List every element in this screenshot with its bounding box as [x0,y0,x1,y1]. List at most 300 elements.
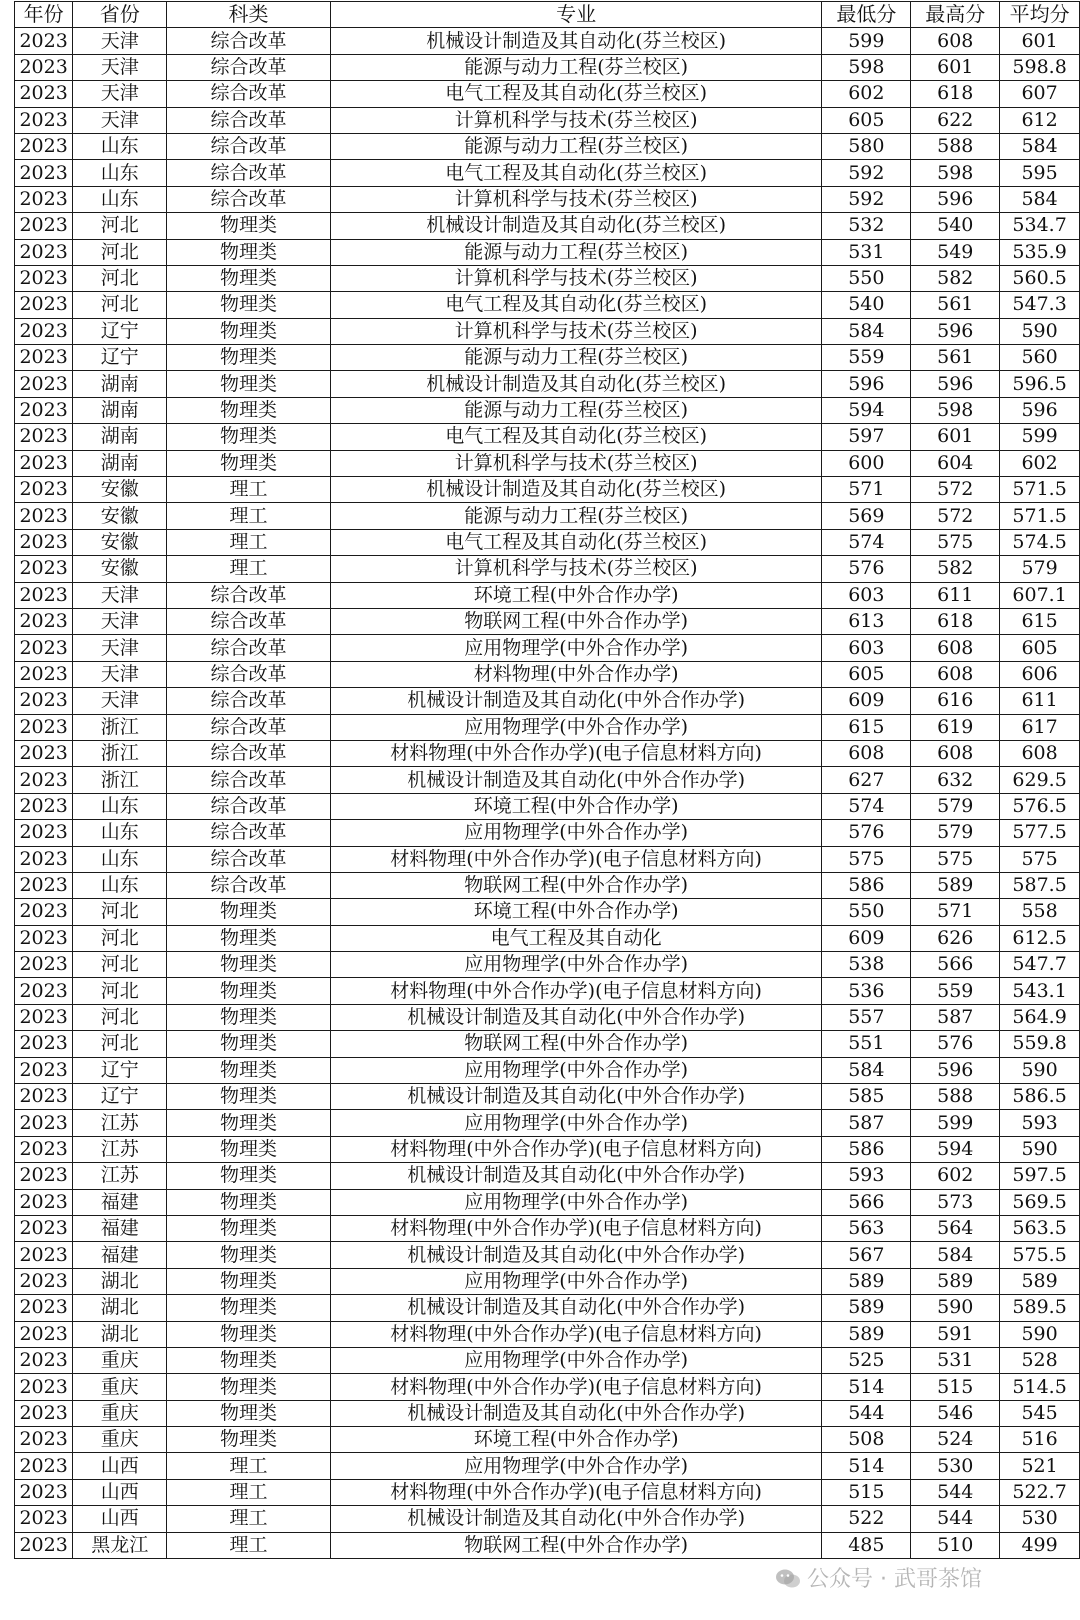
table-row [15,450,1080,476]
cell-max-score: 589 [911,872,1000,898]
cell-province: 浙江 [73,767,167,793]
cell-major: 环境工程(中外合作办学) [330,582,822,608]
cell-major: 材料物理(中外合作办学)(电子信息材料方向) [330,740,822,766]
cell-major: 机械设计制造及其自动化(中外合作办学) [330,1004,822,1030]
cell-year: 2023 [15,1295,73,1321]
cell-category: 物理类 [167,1163,331,1189]
cell-province: 重庆 [73,1427,167,1453]
header-max-score: 最高分 [911,2,1000,28]
table-row [15,371,1080,397]
cell-max-score: 573 [911,1189,1000,1215]
cell-min-score: 592 [822,186,911,212]
cell-max-score: 596 [911,186,1000,212]
cell-major: 应用物理学(中外合作办学) [330,1453,822,1479]
cell-category: 物理类 [167,1084,331,1110]
table-row [15,1004,1080,1030]
cell-major: 机械设计制造及其自动化(中外合作办学) [330,1242,822,1268]
cell-province: 山西 [73,1479,167,1505]
cell-max-score: 598 [911,397,1000,423]
table-row [15,1295,1080,1321]
cell-province: 安徽 [73,556,167,582]
cell-max-score: 588 [911,133,1000,159]
table-row [15,292,1080,318]
cell-year: 2023 [15,1136,73,1162]
cell-max-score: 598 [911,160,1000,186]
cell-major: 环境工程(中外合作办学) [330,1427,822,1453]
cell-year: 2023 [15,952,73,978]
cell-province: 河北 [73,952,167,978]
cell-avg-score: 612 [1000,107,1080,133]
cell-max-score: 616 [911,688,1000,714]
cell-province: 山西 [73,1506,167,1532]
cell-max-score: 632 [911,767,1000,793]
cell-min-score: 589 [822,1295,911,1321]
cell-major: 机械设计制造及其自动化(中外合作办学) [330,1163,822,1189]
cell-category: 理工 [167,477,331,503]
cell-avg-score: 558 [1000,899,1080,925]
cell-min-score: 603 [822,635,911,661]
cell-major: 电气工程及其自动化(芬兰校区) [330,529,822,555]
cell-max-score: 626 [911,925,1000,951]
cell-category: 综合改革 [167,54,331,80]
cell-max-score: 596 [911,1057,1000,1083]
table-row [15,1163,1080,1189]
cell-category: 物理类 [167,952,331,978]
cell-category: 物理类 [167,1374,331,1400]
cell-min-score: 566 [822,1189,911,1215]
cell-province: 湖南 [73,397,167,423]
cell-major: 机械设计制造及其自动化(中外合作办学) [330,1084,822,1110]
cell-min-score: 576 [822,556,911,582]
cell-province: 天津 [73,635,167,661]
cell-major: 应用物理学(中外合作办学) [330,1110,822,1136]
cell-year: 2023 [15,292,73,318]
wechat-icon [775,1568,801,1590]
cell-max-score: 601 [911,54,1000,80]
table-row [15,1321,1080,1347]
cell-province: 重庆 [73,1347,167,1373]
cell-year: 2023 [15,1189,73,1215]
cell-category: 综合改革 [167,661,331,687]
cell-min-score: 567 [822,1242,911,1268]
cell-year: 2023 [15,424,73,450]
cell-category: 综合改革 [167,740,331,766]
table-row [15,1479,1080,1505]
cell-major: 材料物理(中外合作办学)(电子信息材料方向) [330,1479,822,1505]
table-row [15,1453,1080,1479]
cell-avg-score: 575 [1000,846,1080,872]
cell-max-score: 524 [911,1427,1000,1453]
cell-max-score: 596 [911,318,1000,344]
cell-avg-score: 559.8 [1000,1031,1080,1057]
cell-min-score: 598 [822,54,911,80]
cell-avg-score: 574.5 [1000,529,1080,555]
cell-min-score: 550 [822,265,911,291]
cell-category: 理工 [167,503,331,529]
cell-major: 能源与动力工程(芬兰校区) [330,345,822,371]
cell-category: 物理类 [167,318,331,344]
cell-max-score: 584 [911,1242,1000,1268]
cell-max-score: 575 [911,529,1000,555]
cell-min-score: 538 [822,952,911,978]
table-row [15,1268,1080,1294]
table-row [15,1532,1080,1558]
cell-avg-score: 590 [1000,318,1080,344]
table-row [15,529,1080,555]
cell-province: 安徽 [73,503,167,529]
cell-major: 物联网工程(中外合作办学) [330,872,822,898]
cell-max-score: 582 [911,556,1000,582]
cell-category: 物理类 [167,265,331,291]
cell-year: 2023 [15,54,73,80]
cell-major: 机械设计制造及其自动化(芬兰校区) [330,371,822,397]
cell-min-score: 599 [822,28,911,54]
cell-category: 物理类 [167,1427,331,1453]
table-row [15,160,1080,186]
table-row [15,952,1080,978]
cell-major: 能源与动力工程(芬兰校区) [330,503,822,529]
cell-avg-score: 543.1 [1000,978,1080,1004]
cell-province: 安徽 [73,529,167,555]
cell-year: 2023 [15,397,73,423]
cell-major: 材料物理(中外合作办学)(电子信息材料方向) [330,1374,822,1400]
cell-major: 应用物理学(中外合作办学) [330,1268,822,1294]
table-row [15,556,1080,582]
table-row [15,397,1080,423]
watermark [775,1562,982,1593]
cell-avg-score: 516 [1000,1427,1080,1453]
cell-max-score: 622 [911,107,1000,133]
table-row [15,582,1080,608]
cell-category: 物理类 [167,345,331,371]
cell-min-score: 597 [822,424,911,450]
cell-max-score: 576 [911,1031,1000,1057]
cell-category: 物理类 [167,1215,331,1241]
table-row [15,1506,1080,1532]
cell-avg-score: 569.5 [1000,1189,1080,1215]
cell-avg-score: 629.5 [1000,767,1080,793]
cell-province: 天津 [73,107,167,133]
cell-major: 能源与动力工程(芬兰校区) [330,397,822,423]
cell-min-score: 605 [822,107,911,133]
cell-avg-score: 596 [1000,397,1080,423]
cell-max-score: 619 [911,714,1000,740]
cell-min-score: 613 [822,608,911,634]
cell-max-score: 544 [911,1479,1000,1505]
cell-avg-score: 611 [1000,688,1080,714]
cell-max-score: 591 [911,1321,1000,1347]
cell-min-score: 603 [822,582,911,608]
cell-category: 综合改革 [167,793,331,819]
table-header [15,2,1080,28]
table-row [15,899,1080,925]
cell-year: 2023 [15,1453,73,1479]
cell-year: 2023 [15,1057,73,1083]
table-row [15,872,1080,898]
cell-category: 综合改革 [167,582,331,608]
cell-category: 物理类 [167,1004,331,1030]
cell-min-score: 609 [822,688,911,714]
cell-avg-score: 595 [1000,160,1080,186]
cell-avg-score: 607 [1000,81,1080,107]
cell-max-score: 510 [911,1532,1000,1558]
cell-province: 山东 [73,820,167,846]
cell-major: 应用物理学(中外合作办学) [330,714,822,740]
cell-min-score: 584 [822,1057,911,1083]
table-row [15,846,1080,872]
cell-province: 天津 [73,608,167,634]
cell-avg-score: 615 [1000,608,1080,634]
cell-major: 应用物理学(中外合作办学) [330,635,822,661]
cell-max-score: 599 [911,1110,1000,1136]
cell-min-score: 515 [822,1479,911,1505]
cell-category: 理工 [167,1532,331,1558]
cell-category: 物理类 [167,1268,331,1294]
cell-category: 物理类 [167,1136,331,1162]
cell-avg-score: 571.5 [1000,477,1080,503]
table-row [15,1110,1080,1136]
cell-category: 综合改革 [167,635,331,661]
cell-avg-score: 571.5 [1000,503,1080,529]
cell-major: 环境工程(中外合作办学) [330,793,822,819]
cell-avg-score: 563.5 [1000,1215,1080,1241]
cell-year: 2023 [15,872,73,898]
cell-avg-score: 617 [1000,714,1080,740]
cell-category: 综合改革 [167,608,331,634]
cell-year: 2023 [15,477,73,503]
cell-avg-score: 584 [1000,186,1080,212]
cell-province: 辽宁 [73,318,167,344]
cell-year: 2023 [15,688,73,714]
cell-province: 天津 [73,81,167,107]
cell-min-score: 586 [822,872,911,898]
cell-category: 物理类 [167,371,331,397]
table-row [15,424,1080,450]
cell-category: 综合改革 [167,767,331,793]
cell-min-score: 574 [822,793,911,819]
cell-max-score: 549 [911,239,1000,265]
cell-year: 2023 [15,239,73,265]
cell-year: 2023 [15,1532,73,1558]
cell-major: 能源与动力工程(芬兰校区) [330,133,822,159]
table-row [15,1215,1080,1241]
cell-avg-score: 514.5 [1000,1374,1080,1400]
cell-major: 能源与动力工程(芬兰校区) [330,239,822,265]
cell-year: 2023 [15,1004,73,1030]
cell-min-score: 584 [822,318,911,344]
cell-major: 机械设计制造及其自动化(中外合作办学) [330,1400,822,1426]
cell-avg-score: 564.9 [1000,1004,1080,1030]
cell-max-score: 602 [911,1163,1000,1189]
cell-avg-score: 530 [1000,1506,1080,1532]
table-row [15,714,1080,740]
cell-max-score: 579 [911,820,1000,846]
table-row [15,213,1080,239]
cell-province: 山东 [73,133,167,159]
cell-category: 综合改革 [167,186,331,212]
cell-min-score: 559 [822,345,911,371]
cell-year: 2023 [15,767,73,793]
cell-avg-score: 587.5 [1000,872,1080,898]
cell-category: 物理类 [167,978,331,1004]
cell-category: 物理类 [167,1242,331,1268]
cell-min-score: 576 [822,820,911,846]
cell-min-score: 569 [822,503,911,529]
cell-province: 浙江 [73,740,167,766]
cell-province: 河北 [73,292,167,318]
cell-max-score: 618 [911,608,1000,634]
cell-min-score: 605 [822,661,911,687]
table-row [15,925,1080,951]
cell-year: 2023 [15,846,73,872]
table-row [15,54,1080,80]
cell-avg-score: 590 [1000,1057,1080,1083]
table-row [15,635,1080,661]
cell-category: 物理类 [167,1189,331,1215]
cell-min-score: 593 [822,1163,911,1189]
cell-min-score: 575 [822,846,911,872]
table-row [15,1427,1080,1453]
cell-max-score: 530 [911,1453,1000,1479]
cell-year: 2023 [15,793,73,819]
cell-category: 综合改革 [167,714,331,740]
header-category: 科类 [167,2,331,28]
cell-category: 物理类 [167,1347,331,1373]
cell-category: 物理类 [167,292,331,318]
cell-major: 机械设计制造及其自动化(中外合作办学) [330,1506,822,1532]
cell-major: 机械设计制造及其自动化(中外合作办学) [330,1295,822,1321]
table-row [15,1084,1080,1110]
cell-major: 机械设计制造及其自动化(中外合作办学) [330,688,822,714]
cell-major: 应用物理学(中外合作办学) [330,820,822,846]
cell-category: 物理类 [167,1321,331,1347]
cell-year: 2023 [15,318,73,344]
table-row [15,318,1080,344]
cell-max-score: 611 [911,582,1000,608]
cell-province: 河北 [73,1031,167,1057]
cell-year: 2023 [15,1031,73,1057]
cell-min-score: 596 [822,371,911,397]
table-row [15,1057,1080,1083]
cell-avg-score: 589.5 [1000,1295,1080,1321]
cell-max-score: 596 [911,371,1000,397]
cell-category: 物理类 [167,1400,331,1426]
cell-max-score: 572 [911,503,1000,529]
cell-province: 辽宁 [73,1057,167,1083]
table-row [15,1242,1080,1268]
cell-major: 能源与动力工程(芬兰校区) [330,54,822,80]
cell-year: 2023 [15,1374,73,1400]
cell-province: 黑龙江 [73,1532,167,1558]
table-row [15,661,1080,687]
cell-avg-score: 499 [1000,1532,1080,1558]
cell-avg-score: 577.5 [1000,820,1080,846]
cell-max-score: 587 [911,1004,1000,1030]
cell-category: 综合改革 [167,28,331,54]
cell-max-score: 588 [911,1084,1000,1110]
table-body [15,28,1080,1559]
cell-major: 物联网工程(中外合作办学) [330,1532,822,1558]
cell-year: 2023 [15,1268,73,1294]
cell-year: 2023 [15,1084,73,1110]
cell-category: 物理类 [167,1057,331,1083]
cell-year: 2023 [15,582,73,608]
cell-avg-score: 598.8 [1000,54,1080,80]
cell-max-score: 571 [911,899,1000,925]
cell-year: 2023 [15,925,73,951]
cell-major: 计算机科学与技术(芬兰校区) [330,107,822,133]
cell-year: 2023 [15,345,73,371]
cell-avg-score: 590 [1000,1321,1080,1347]
cell-min-score: 514 [822,1374,911,1400]
cell-max-score: 561 [911,345,1000,371]
cell-category: 综合改革 [167,160,331,186]
cell-min-score: 532 [822,213,911,239]
cell-category: 理工 [167,556,331,582]
cell-category: 物理类 [167,213,331,239]
header-row [15,2,1080,28]
cell-province: 山东 [73,872,167,898]
cell-province: 天津 [73,688,167,714]
cell-category: 综合改革 [167,872,331,898]
cell-min-score: 540 [822,292,911,318]
cell-category: 综合改革 [167,81,331,107]
cell-max-score: 579 [911,793,1000,819]
cell-max-score: 566 [911,952,1000,978]
cell-min-score: 592 [822,160,911,186]
table-row [15,133,1080,159]
table-row [15,793,1080,819]
cell-max-score: 608 [911,28,1000,54]
table-row [15,1136,1080,1162]
cell-major: 应用物理学(中外合作办学) [330,1189,822,1215]
cell-province: 江苏 [73,1136,167,1162]
cell-max-score: 544 [911,1506,1000,1532]
cell-category: 物理类 [167,899,331,925]
cell-min-score: 586 [822,1136,911,1162]
cell-year: 2023 [15,740,73,766]
cell-min-score: 544 [822,1400,911,1426]
cell-min-score: 514 [822,1453,911,1479]
cell-province: 辽宁 [73,1084,167,1110]
cell-category: 物理类 [167,1031,331,1057]
table-row [15,186,1080,212]
cell-avg-score: 575.5 [1000,1242,1080,1268]
cell-province: 山东 [73,160,167,186]
cell-category: 理工 [167,1506,331,1532]
cell-category: 物理类 [167,1295,331,1321]
cell-major: 机械设计制造及其自动化(中外合作办学) [330,767,822,793]
cell-year: 2023 [15,608,73,634]
cell-min-score: 589 [822,1321,911,1347]
table-row [15,740,1080,766]
cell-avg-score: 607.1 [1000,582,1080,608]
cell-max-score: 608 [911,635,1000,661]
cell-major: 电气工程及其自动化(芬兰校区) [330,160,822,186]
cell-year: 2023 [15,450,73,476]
cell-major: 计算机科学与技术(芬兰校区) [330,265,822,291]
cell-avg-score: 528 [1000,1347,1080,1373]
cell-major: 电气工程及其自动化(芬兰校区) [330,81,822,107]
cell-year: 2023 [15,1400,73,1426]
cell-min-score: 525 [822,1347,911,1373]
cell-min-score: 574 [822,529,911,555]
cell-year: 2023 [15,1347,73,1373]
cell-category: 综合改革 [167,688,331,714]
cell-province: 湖北 [73,1321,167,1347]
cell-avg-score: 560.5 [1000,265,1080,291]
cell-year: 2023 [15,1110,73,1136]
